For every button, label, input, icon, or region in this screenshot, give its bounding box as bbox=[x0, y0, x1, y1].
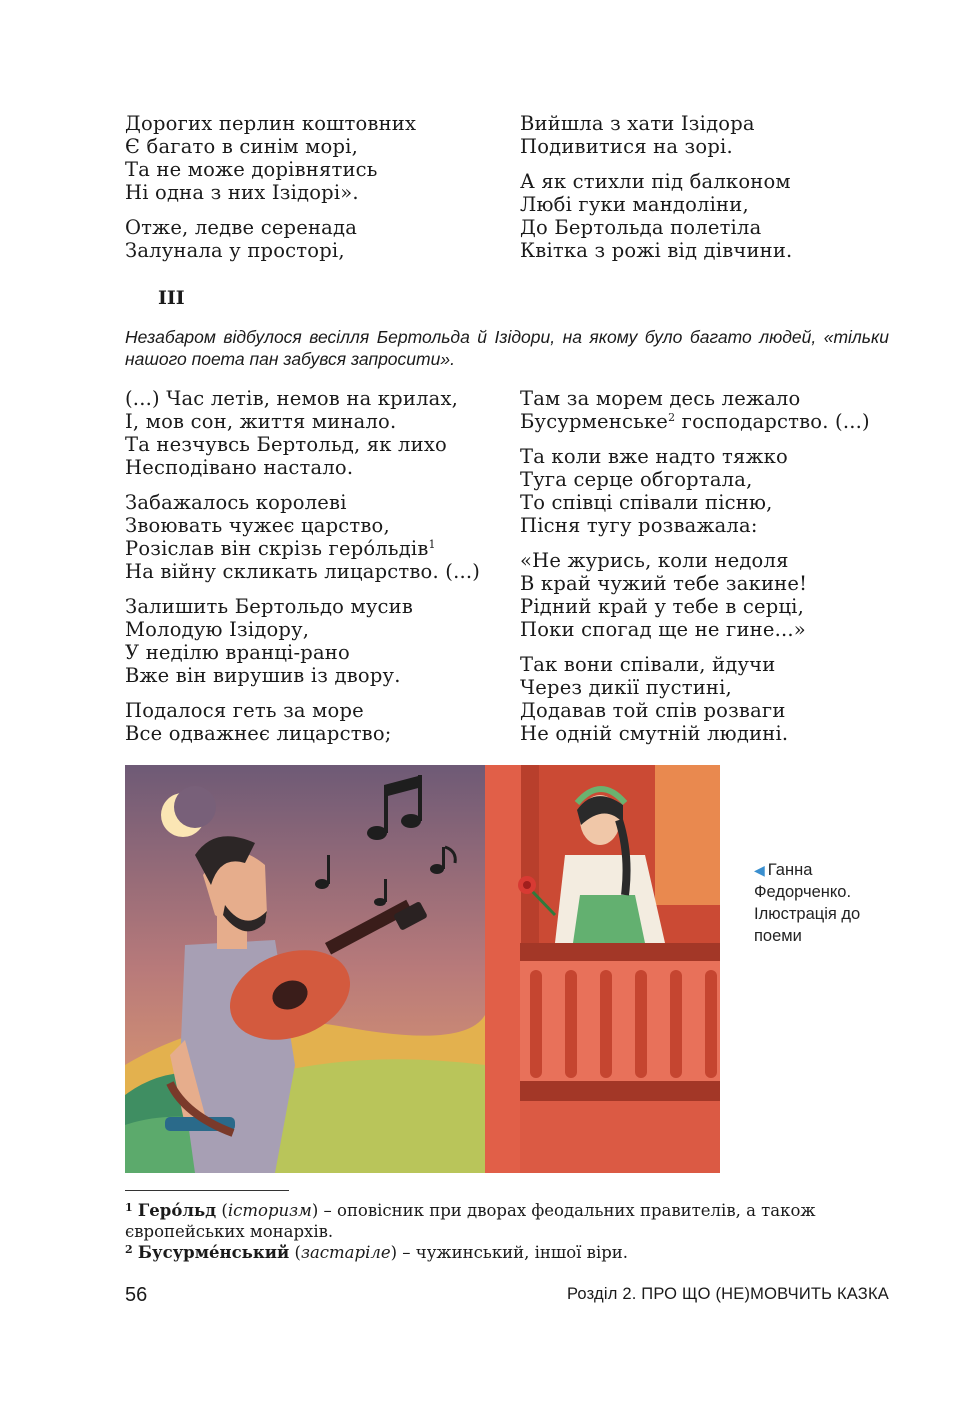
verse-text: господарство. (...) bbox=[681, 410, 870, 433]
verse-line: То співці співали пісню, bbox=[520, 491, 773, 514]
stanza bbox=[125, 387, 480, 479]
verse-line: Звоювать чужеє царство, bbox=[125, 514, 390, 537]
illustration-caption bbox=[754, 859, 904, 947]
verse-column-bottom-right bbox=[520, 387, 870, 745]
verse-line: Вийшла з хати Ізідора bbox=[520, 112, 755, 135]
verse-line: Туга серце обгортала, bbox=[520, 468, 753, 491]
verse-line: Рідний край у тебе в серці, bbox=[520, 595, 805, 618]
verse-column-top-left bbox=[125, 112, 416, 262]
footnote-term: Геро́льд bbox=[137, 1201, 217, 1220]
verse-line: Несподівано настало. bbox=[125, 456, 354, 479]
verse-line-with-footnote bbox=[520, 410, 870, 433]
footnote-number: 1 bbox=[125, 1201, 133, 1214]
verse-line: Квітка з рожі від дівчини. bbox=[520, 239, 793, 262]
footnote-2: $^2$ Бусурме́нський (застаріле) – чужинський, іншої віри. bbox=[125, 1243, 629, 1262]
verse-column-bottom-left bbox=[125, 387, 480, 745]
footnote-ref-2[interactable]: 2 bbox=[668, 411, 676, 424]
footnotes bbox=[125, 1200, 895, 1263]
verse-line: Є багато в синім морі, bbox=[125, 135, 358, 158]
stanza bbox=[125, 699, 480, 745]
footnote-text: – чужинський, іншої віри. bbox=[397, 1243, 629, 1262]
verse-line: Через дикії пустині, bbox=[520, 676, 732, 699]
verse-line: Молодую Ізідору, bbox=[125, 618, 310, 641]
stanza bbox=[125, 491, 480, 583]
footnote-number: 2 bbox=[125, 1243, 133, 1256]
verse-line: В край чужий тебе закине! bbox=[520, 572, 808, 595]
verse-line: Не одній смутній людині. bbox=[520, 722, 789, 745]
verse-line: Все одважнеє лицарство; bbox=[125, 722, 392, 745]
stanza bbox=[520, 445, 870, 537]
verse-line: Ні одна з них Ізідорі». bbox=[125, 181, 359, 204]
footnote-divider bbox=[125, 1190, 289, 1191]
summary-paragraph: Незабаром відбулося весілля Бертольда й Ізідори, на якому було багато людей, «тільки нашого поета пан забувся запросити». bbox=[125, 327, 889, 369]
verse-line: У неділю вранці-рано bbox=[125, 641, 350, 664]
verse-line: Так вони співали, йдучи bbox=[520, 653, 776, 676]
caption-text: Ганна Федорченко. Ілюстрація до поеми bbox=[754, 861, 861, 945]
stanza bbox=[520, 387, 870, 433]
verse-line: Отже, ледве серенада bbox=[125, 216, 358, 239]
verse-line: Там за морем десь лежало bbox=[520, 387, 801, 410]
stanza bbox=[125, 595, 480, 687]
stanza bbox=[520, 653, 870, 745]
running-footer: Розділ 2. ПРО ЩО (НЕ)МОВЧИТЬ КАЗКА bbox=[566, 1285, 889, 1303]
verse-line: Пісня тугу розважала: bbox=[520, 514, 758, 537]
verse-line: Поки спогад ще не гине...» bbox=[520, 618, 806, 641]
footnote-label: застаріле bbox=[300, 1243, 391, 1262]
page-number: 56 bbox=[125, 1284, 148, 1306]
verse-line: «Не журись, коли недоля bbox=[520, 549, 789, 572]
section-number: III bbox=[158, 287, 185, 309]
verse-line: А як стихли під балконом bbox=[520, 170, 791, 193]
stanza bbox=[520, 549, 870, 641]
serenade-illustration bbox=[125, 765, 720, 1173]
verse-line: Залунала у просторі, bbox=[125, 239, 345, 262]
verse-column-top-right bbox=[520, 112, 792, 262]
stanza bbox=[125, 112, 416, 204]
verse-line: Подалося геть за море bbox=[125, 699, 364, 722]
verse-line: І, мов сон, життя минало. bbox=[125, 410, 397, 433]
verse-line: (...) Час летів, немов на крилах, bbox=[125, 387, 459, 410]
verse-line: Та незчувсь Бертольд, як лихо bbox=[125, 433, 447, 456]
verse-line: Залишить Бертольдо мусив bbox=[125, 595, 414, 618]
caption-arrow-icon: ◀ bbox=[754, 862, 765, 878]
verse-line: Любі гуки мандоліни, bbox=[520, 193, 749, 216]
verse-line: До Бертольда полетіла bbox=[520, 216, 762, 239]
footnote-label: історизм bbox=[227, 1201, 312, 1220]
stanza bbox=[125, 216, 416, 262]
footnote-term: Бусурме́нський bbox=[137, 1243, 290, 1262]
verse-line: Дорогих перлин коштовних bbox=[125, 112, 417, 135]
verse-line: Додавав той спів розваги bbox=[520, 699, 786, 722]
stanza bbox=[520, 170, 792, 262]
verse-line: Забажалось королеві bbox=[125, 491, 347, 514]
verse-line: Подивитися на зорі. bbox=[520, 135, 733, 158]
stanza bbox=[520, 112, 792, 158]
verse-line: На війну скликать лицарство. (...) bbox=[125, 560, 481, 583]
verse-line: Та коли вже надто тяжко bbox=[520, 445, 788, 468]
footnote-1: $^1$ Геро́льд (історизм) – оповісник при дворах феодальних правителів, а також європейських монархів. bbox=[125, 1201, 816, 1241]
verse-text: Бусурменське bbox=[520, 410, 669, 433]
footnote-text: – оповісник при дворах феодальних правителів, а також європейських монархів. bbox=[125, 1201, 816, 1241]
verse-line: Та не може дорівнятись bbox=[125, 158, 378, 181]
verse-text: Розіслав він скрізь геро́льдів bbox=[125, 537, 429, 560]
footnote-ref-1[interactable]: 1 bbox=[428, 538, 436, 551]
verse-line-with-footnote bbox=[125, 537, 480, 560]
verse-line: Вже він вирушив із двору. bbox=[125, 664, 401, 687]
